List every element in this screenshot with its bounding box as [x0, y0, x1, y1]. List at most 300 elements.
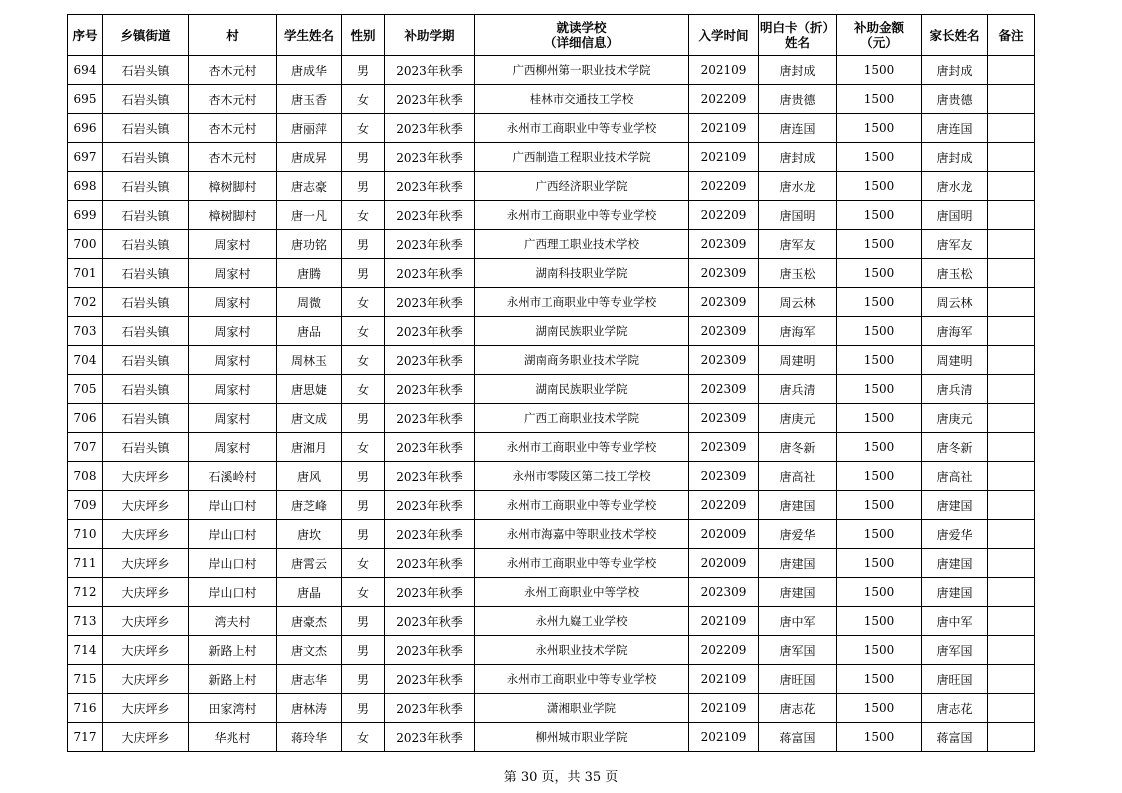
col-header-card [759, 15, 837, 56]
cell-village: 湾夫村 [189, 607, 277, 636]
cell-card-name: 唐志花 [759, 694, 837, 723]
cell-term: 2023年秋季 [385, 201, 475, 230]
cell-village: 新路上村 [189, 665, 277, 694]
cell-parent: 唐海军 [922, 317, 988, 346]
cell-town: 石岩头镇 [103, 259, 189, 288]
cell-town: 大庆坪乡 [103, 607, 189, 636]
cell-village: 杏木元村 [189, 56, 277, 85]
cell-amount: 1500 [837, 259, 922, 288]
cell-index: 712 [68, 578, 103, 607]
cell-index: 705 [68, 375, 103, 404]
cell-student: 唐一凡 [277, 201, 342, 230]
table-body [68, 56, 1035, 752]
cell-school: 永州市工商职业中等专业学校 [475, 433, 689, 462]
cell-school: 桂林市交通技工学校 [475, 85, 689, 114]
cell-enroll: 202309 [689, 346, 759, 375]
cell-card-name: 唐封成 [759, 143, 837, 172]
cell-term: 2023年秋季 [385, 462, 475, 491]
cell-town: 石岩头镇 [103, 172, 189, 201]
cell-amount: 1500 [837, 56, 922, 85]
cell-village: 岸山口村 [189, 578, 277, 607]
cell-school: 永州市工商职业中等专业学校 [475, 665, 689, 694]
cell-gender: 女 [342, 433, 385, 462]
cell-index: 717 [68, 723, 103, 752]
cell-gender: 男 [342, 636, 385, 665]
cell-card-name: 唐海军 [759, 317, 837, 346]
cell-town: 大庆坪乡 [103, 491, 189, 520]
col-header-amount-line1: 补助金额 [853, 20, 904, 35]
cell-index: 694 [68, 56, 103, 85]
cell-village: 周家村 [189, 230, 277, 259]
cell-index: 710 [68, 520, 103, 549]
cell-town: 石岩头镇 [103, 143, 189, 172]
cell-student: 唐文杰 [277, 636, 342, 665]
table-row [68, 172, 1035, 201]
cell-term: 2023年秋季 [385, 694, 475, 723]
cell-student: 唐霄云 [277, 549, 342, 578]
cell-remark [988, 114, 1035, 143]
cell-student: 唐芝峰 [277, 491, 342, 520]
table-row [68, 317, 1035, 346]
cell-school: 广西柳州第一职业技术学院 [475, 56, 689, 85]
cell-gender: 女 [342, 201, 385, 230]
cell-town: 石岩头镇 [103, 288, 189, 317]
col-header-student: 学生姓名 [277, 15, 342, 56]
cell-town: 石岩头镇 [103, 317, 189, 346]
cell-card-name: 蒋富国 [759, 723, 837, 752]
cell-parent: 唐建国 [922, 491, 988, 520]
cell-amount: 1500 [837, 549, 922, 578]
cell-index: 706 [68, 404, 103, 433]
cell-card-name: 唐爱华 [759, 520, 837, 549]
cell-term: 2023年秋季 [385, 172, 475, 201]
cell-amount: 1500 [837, 578, 922, 607]
cell-town: 石岩头镇 [103, 201, 189, 230]
cell-card-name: 唐高社 [759, 462, 837, 491]
cell-card-name: 唐军国 [759, 636, 837, 665]
cell-enroll: 202009 [689, 520, 759, 549]
cell-parent: 周建明 [922, 346, 988, 375]
cell-town: 大庆坪乡 [103, 636, 189, 665]
cell-term: 2023年秋季 [385, 549, 475, 578]
cell-gender: 女 [342, 723, 385, 752]
cell-term: 2023年秋季 [385, 665, 475, 694]
cell-school: 永州市工商职业中等专业学校 [475, 288, 689, 317]
cell-remark [988, 346, 1035, 375]
cell-remark [988, 259, 1035, 288]
cell-village: 华兆村 [189, 723, 277, 752]
cell-gender: 女 [342, 578, 385, 607]
cell-village: 周家村 [189, 288, 277, 317]
cell-remark [988, 433, 1035, 462]
cell-card-name: 唐军友 [759, 230, 837, 259]
cell-school: 潇湘职业学院 [475, 694, 689, 723]
cell-student: 唐腾 [277, 259, 342, 288]
cell-enroll: 202209 [689, 636, 759, 665]
cell-index: 711 [68, 549, 103, 578]
cell-village: 杏木元村 [189, 114, 277, 143]
cell-village: 周家村 [189, 404, 277, 433]
cell-gender: 女 [342, 288, 385, 317]
cell-gender: 男 [342, 259, 385, 288]
cell-village: 岸山口村 [189, 491, 277, 520]
cell-student: 周微 [277, 288, 342, 317]
cell-remark [988, 491, 1035, 520]
cell-amount: 1500 [837, 346, 922, 375]
cell-school: 柳州城市职业学院 [475, 723, 689, 752]
col-header-school-line1: 就读学校 [556, 20, 607, 35]
cell-student: 唐志豪 [277, 172, 342, 201]
cell-enroll: 202109 [689, 723, 759, 752]
cell-school: 永州市工商职业中等专业学校 [475, 491, 689, 520]
cell-term: 2023年秋季 [385, 346, 475, 375]
cell-enroll: 202109 [689, 694, 759, 723]
cell-remark [988, 723, 1035, 752]
cell-index: 702 [68, 288, 103, 317]
cell-enroll: 202309 [689, 433, 759, 462]
cell-town: 大庆坪乡 [103, 578, 189, 607]
cell-term: 2023年秋季 [385, 317, 475, 346]
cell-school: 广西理工职业技术学校 [475, 230, 689, 259]
cell-town: 石岩头镇 [103, 114, 189, 143]
cell-index: 695 [68, 85, 103, 114]
cell-term: 2023年秋季 [385, 85, 475, 114]
cell-remark [988, 143, 1035, 172]
header-row [68, 15, 1035, 56]
table-row [68, 607, 1035, 636]
cell-amount: 1500 [837, 433, 922, 462]
cell-student: 唐思婕 [277, 375, 342, 404]
cell-enroll: 202209 [689, 491, 759, 520]
cell-parent: 唐建国 [922, 578, 988, 607]
cell-gender: 男 [342, 230, 385, 259]
cell-parent: 唐水龙 [922, 172, 988, 201]
table-row [68, 85, 1035, 114]
cell-gender: 男 [342, 404, 385, 433]
cell-remark [988, 520, 1035, 549]
table-row [68, 694, 1035, 723]
cell-amount: 1500 [837, 114, 922, 143]
cell-remark [988, 56, 1035, 85]
cell-school: 永州九嶷工业学校 [475, 607, 689, 636]
cell-term: 2023年秋季 [385, 433, 475, 462]
cell-card-name: 唐建国 [759, 578, 837, 607]
cell-term: 2023年秋季 [385, 520, 475, 549]
cell-school: 永州市工商职业中等专业学校 [475, 201, 689, 230]
col-header-card-line1: 明白卡（折） [759, 20, 835, 35]
col-header-card-line2: 姓名 [784, 35, 810, 50]
cell-school: 湖南民族职业学院 [475, 375, 689, 404]
cell-term: 2023年秋季 [385, 404, 475, 433]
cell-term: 2023年秋季 [385, 578, 475, 607]
table-row [68, 346, 1035, 375]
cell-student: 唐坎 [277, 520, 342, 549]
cell-town: 大庆坪乡 [103, 520, 189, 549]
cell-remark [988, 85, 1035, 114]
cell-school: 永州职业技术学院 [475, 636, 689, 665]
cell-student: 唐豪杰 [277, 607, 342, 636]
cell-town: 石岩头镇 [103, 230, 189, 259]
cell-parent: 唐兵清 [922, 375, 988, 404]
cell-student: 唐成昇 [277, 143, 342, 172]
cell-parent: 唐旺国 [922, 665, 988, 694]
cell-gender: 男 [342, 172, 385, 201]
col-header-index: 序号 [68, 15, 103, 56]
table-row [68, 520, 1035, 549]
cell-remark [988, 230, 1035, 259]
cell-parent: 周云林 [922, 288, 988, 317]
cell-village: 周家村 [189, 375, 277, 404]
cell-gender: 女 [342, 346, 385, 375]
cell-town: 大庆坪乡 [103, 549, 189, 578]
table-row [68, 723, 1035, 752]
table-row [68, 230, 1035, 259]
table-row [68, 549, 1035, 578]
cell-index: 716 [68, 694, 103, 723]
cell-remark [988, 462, 1035, 491]
table-row [68, 636, 1035, 665]
cell-parent: 唐军国 [922, 636, 988, 665]
cell-amount: 1500 [837, 404, 922, 433]
cell-school: 永州市工商职业中等专业学校 [475, 114, 689, 143]
cell-enroll: 202109 [689, 607, 759, 636]
cell-village: 新路上村 [189, 636, 277, 665]
cell-term: 2023年秋季 [385, 259, 475, 288]
cell-remark [988, 636, 1035, 665]
cell-school: 永州市零陵区第二技工学校 [475, 462, 689, 491]
cell-card-name: 唐玉松 [759, 259, 837, 288]
cell-student: 唐风 [277, 462, 342, 491]
cell-card-name: 唐旺国 [759, 665, 837, 694]
cell-amount: 1500 [837, 491, 922, 520]
cell-town: 大庆坪乡 [103, 694, 189, 723]
cell-enroll: 202109 [689, 114, 759, 143]
col-header-gender: 性别 [342, 15, 385, 56]
cell-school: 永州工商职业中等学校 [475, 578, 689, 607]
cell-remark [988, 404, 1035, 433]
col-header-enroll: 入学时间 [689, 15, 759, 56]
cell-student: 唐功铭 [277, 230, 342, 259]
cell-amount: 1500 [837, 288, 922, 317]
cell-student: 唐品 [277, 317, 342, 346]
cell-index: 708 [68, 462, 103, 491]
cell-town: 大庆坪乡 [103, 665, 189, 694]
cell-card-name: 唐贵德 [759, 85, 837, 114]
cell-enroll: 202109 [689, 143, 759, 172]
cell-village: 周家村 [189, 346, 277, 375]
cell-parent: 唐国明 [922, 201, 988, 230]
cell-gender: 男 [342, 665, 385, 694]
cell-village: 岸山口村 [189, 549, 277, 578]
cell-remark [988, 201, 1035, 230]
cell-amount: 1500 [837, 520, 922, 549]
cell-enroll: 202309 [689, 578, 759, 607]
cell-parent: 唐玉松 [922, 259, 988, 288]
cell-village: 石溪岭村 [189, 462, 277, 491]
cell-index: 696 [68, 114, 103, 143]
cell-enroll: 202209 [689, 201, 759, 230]
col-header-remark: 备注 [988, 15, 1035, 56]
cell-enroll: 202309 [689, 375, 759, 404]
cell-amount: 1500 [837, 172, 922, 201]
cell-gender: 女 [342, 114, 385, 143]
cell-term: 2023年秋季 [385, 143, 475, 172]
col-header-term: 补助学期 [385, 15, 475, 56]
cell-town: 石岩头镇 [103, 375, 189, 404]
cell-school: 永州市工商职业中等专业学校 [475, 549, 689, 578]
cell-amount: 1500 [837, 607, 922, 636]
subsidy-table [67, 14, 1035, 752]
table-row [68, 433, 1035, 462]
cell-gender: 男 [342, 607, 385, 636]
cell-enroll: 202309 [689, 317, 759, 346]
cell-school: 广西经济职业学院 [475, 172, 689, 201]
cell-town: 石岩头镇 [103, 433, 189, 462]
cell-term: 2023年秋季 [385, 230, 475, 259]
cell-village: 杏木元村 [189, 85, 277, 114]
cell-school: 广西制造工程职业技术学院 [475, 143, 689, 172]
cell-parent: 唐中军 [922, 607, 988, 636]
cell-index: 707 [68, 433, 103, 462]
cell-index: 701 [68, 259, 103, 288]
cell-enroll: 202309 [689, 230, 759, 259]
cell-remark [988, 665, 1035, 694]
cell-parent: 唐连国 [922, 114, 988, 143]
cell-town: 石岩头镇 [103, 346, 189, 375]
cell-enroll: 202209 [689, 172, 759, 201]
cell-town: 石岩头镇 [103, 404, 189, 433]
cell-amount: 1500 [837, 723, 922, 752]
cell-term: 2023年秋季 [385, 288, 475, 317]
cell-index: 703 [68, 317, 103, 346]
cell-student: 蒋玲华 [277, 723, 342, 752]
cell-student: 唐丽萍 [277, 114, 342, 143]
cell-enroll: 202109 [689, 665, 759, 694]
cell-card-name: 唐封成 [759, 56, 837, 85]
cell-card-name: 周云林 [759, 288, 837, 317]
page-footer: 第 30 页，共 35 页 [503, 770, 619, 785]
cell-student: 唐晶 [277, 578, 342, 607]
table-row [68, 288, 1035, 317]
cell-parent: 蒋富国 [922, 723, 988, 752]
cell-village: 樟树脚村 [189, 201, 277, 230]
table-row [68, 259, 1035, 288]
cell-parent: 唐建国 [922, 549, 988, 578]
cell-remark [988, 549, 1035, 578]
cell-card-name: 唐连国 [759, 114, 837, 143]
cell-town: 石岩头镇 [103, 56, 189, 85]
cell-enroll: 202309 [689, 288, 759, 317]
table-row [68, 143, 1035, 172]
cell-card-name: 唐庚元 [759, 404, 837, 433]
cell-village: 周家村 [189, 433, 277, 462]
cell-remark [988, 317, 1035, 346]
cell-village: 岸山口村 [189, 520, 277, 549]
cell-card-name: 唐兵清 [759, 375, 837, 404]
cell-student: 唐林涛 [277, 694, 342, 723]
cell-enroll: 202109 [689, 56, 759, 85]
table-row [68, 201, 1035, 230]
cell-card-name: 唐水龙 [759, 172, 837, 201]
cell-village: 周家村 [189, 259, 277, 288]
cell-index: 714 [68, 636, 103, 665]
cell-enroll: 202009 [689, 549, 759, 578]
cell-student: 周林玉 [277, 346, 342, 375]
cell-term: 2023年秋季 [385, 56, 475, 85]
cell-index: 713 [68, 607, 103, 636]
table-row [68, 56, 1035, 85]
col-header-parent: 家长姓名 [922, 15, 988, 56]
cell-gender: 女 [342, 317, 385, 346]
cell-parent: 唐庚元 [922, 404, 988, 433]
cell-town: 大庆坪乡 [103, 723, 189, 752]
cell-enroll: 202309 [689, 259, 759, 288]
table-row [68, 578, 1035, 607]
cell-village: 樟树脚村 [189, 172, 277, 201]
cell-town: 石岩头镇 [103, 85, 189, 114]
cell-school: 湖南民族职业学院 [475, 317, 689, 346]
cell-parent: 唐贵德 [922, 85, 988, 114]
col-header-school [475, 15, 689, 56]
cell-gender: 男 [342, 694, 385, 723]
cell-gender: 男 [342, 491, 385, 520]
cell-village: 杏木元村 [189, 143, 277, 172]
cell-village: 田家湾村 [189, 694, 277, 723]
cell-parent: 唐志花 [922, 694, 988, 723]
cell-student: 唐志华 [277, 665, 342, 694]
cell-amount: 1500 [837, 636, 922, 665]
cell-enroll: 202309 [689, 404, 759, 433]
cell-card-name: 周建明 [759, 346, 837, 375]
cell-remark [988, 172, 1035, 201]
cell-parent: 唐封成 [922, 143, 988, 172]
col-header-school-line2: （详细信息） [543, 35, 619, 50]
cell-village: 周家村 [189, 317, 277, 346]
cell-amount: 1500 [837, 143, 922, 172]
cell-gender: 男 [342, 462, 385, 491]
cell-gender: 男 [342, 56, 385, 85]
cell-index: 700 [68, 230, 103, 259]
cell-index: 699 [68, 201, 103, 230]
cell-amount: 1500 [837, 665, 922, 694]
cell-term: 2023年秋季 [385, 636, 475, 665]
cell-student: 唐玉香 [277, 85, 342, 114]
cell-town: 大庆坪乡 [103, 462, 189, 491]
cell-enroll: 202209 [689, 85, 759, 114]
cell-term: 2023年秋季 [385, 607, 475, 636]
table-row [68, 404, 1035, 433]
cell-remark [988, 607, 1035, 636]
table-row [68, 665, 1035, 694]
cell-parent: 唐军友 [922, 230, 988, 259]
table-row [68, 375, 1035, 404]
col-header-amount [837, 15, 922, 56]
cell-remark [988, 694, 1035, 723]
cell-student: 唐成华 [277, 56, 342, 85]
cell-student: 唐文成 [277, 404, 342, 433]
cell-gender: 男 [342, 520, 385, 549]
cell-parent: 唐爱华 [922, 520, 988, 549]
cell-school: 湖南商务职业技术学院 [475, 346, 689, 375]
cell-school: 永州市海嘉中等职业技术学校 [475, 520, 689, 549]
cell-gender: 男 [342, 143, 385, 172]
cell-index: 715 [68, 665, 103, 694]
cell-index: 698 [68, 172, 103, 201]
cell-term: 2023年秋季 [385, 723, 475, 752]
cell-index: 704 [68, 346, 103, 375]
cell-term: 2023年秋季 [385, 375, 475, 404]
cell-remark [988, 375, 1035, 404]
